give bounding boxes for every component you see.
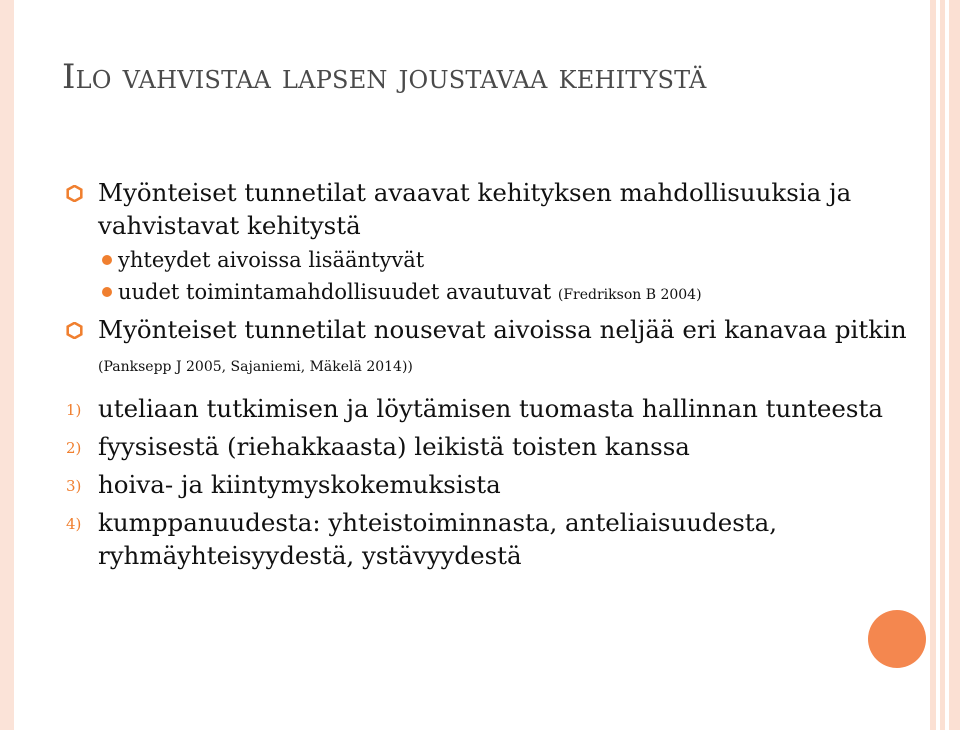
bullet-item: [66, 313, 926, 384]
stripe: [949, 0, 960, 730]
numbered-item: [66, 506, 926, 572]
citation: (Fredrikson B 2004): [557, 287, 702, 303]
numbered-item: [66, 392, 926, 425]
list-number: 2): [66, 439, 82, 457]
bullet-text: Myönteiset tunnetilat avaavat kehityksen mahdollisuuksia ja vahvistavat kehitystä: [98, 178, 852, 240]
numbered-item: [66, 430, 926, 463]
numbered-text: kumppanuudesta: yhteistoiminnasta, anteliaisuudesta, ryhmäyhteisyydestä, ystävyydestä: [98, 508, 778, 570]
numbered-text: uteliaan tutkimisen ja löytämisen tuomasta hallinnan tunteesta: [98, 394, 883, 423]
right-decor-stripes: [930, 0, 960, 730]
hexagon-bullet-icon: [66, 322, 83, 339]
hexagon-bullet-icon: [66, 185, 83, 202]
decorative-circle: [868, 610, 926, 668]
numbered-text: fyysisestä (riehakkaasta) leikistä toisten kanssa: [98, 432, 690, 461]
citation: (Panksepp J 2005, Sajaniemi, Mäkelä 2014)): [98, 359, 413, 375]
bullet-text: yhteydet aivoissa lisääntyvät: [118, 248, 425, 272]
dot-bullet-icon: [102, 255, 112, 265]
bullet-text: Myönteiset tunnetilat nousevat aivoissa neljää eri kanavaa pitkin: [98, 315, 907, 344]
sub-bullet-item: [66, 278, 926, 309]
slide-title: Ilo vahvistaa lapsen joustavaa kehitystä: [62, 57, 707, 97]
list-number: 3): [66, 477, 82, 495]
list-number: 4): [66, 515, 82, 533]
bullet-text: uudet toimintamahdollisuudet avautuvat: [118, 280, 552, 304]
numbered-text: hoiva- ja kiintymyskokemuksista: [98, 470, 501, 499]
slide-content: [66, 176, 926, 577]
stripe: [930, 0, 936, 730]
list-number: 1): [66, 401, 82, 419]
stripe: [940, 0, 945, 730]
left-decor-bar: [0, 0, 14, 730]
numbered-item: [66, 468, 926, 501]
bullet-item: [66, 176, 926, 242]
sub-bullet-item: [66, 246, 926, 274]
dot-bullet-icon: [102, 287, 112, 297]
